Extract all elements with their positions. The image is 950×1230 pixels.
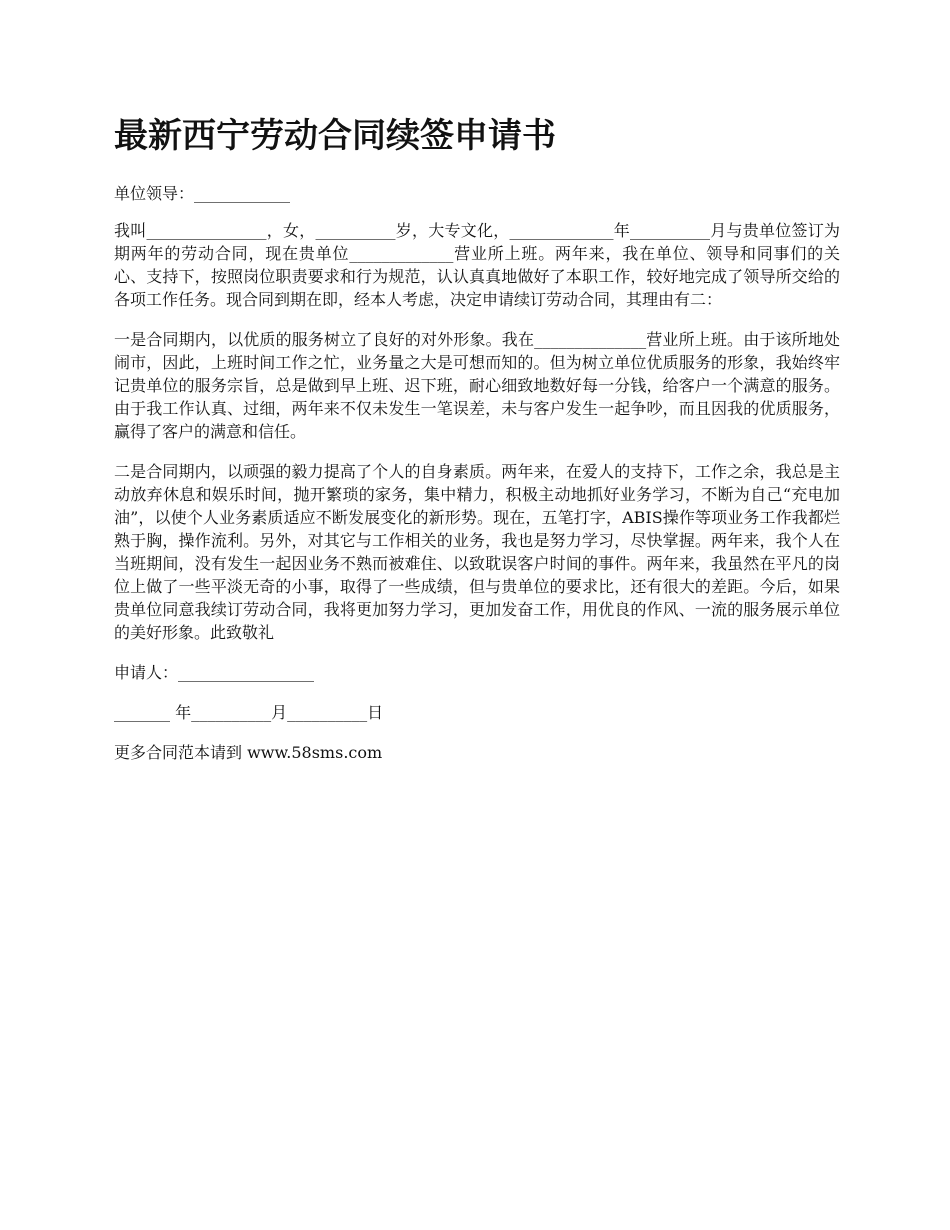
document-page <box>114 112 840 781</box>
reason-two-paragraph: 二是合同期内，以顽强的毅力提高了个人的自身素质。两年来，在爱人的支持下，工作之余，我总是主动放弃休息和娱乐时间，抛开繁琐的家务，集中精力，积极主动地抓好业务学习，不断为自己“充电加油”，以使个人业务素质适应不断发展变化的新形势。现在，五笔打字，ABIS操作等项业务工作我都烂熟于胸，操作流利。另外，对其它与工作相关的业务，我也是努力学习，尽快掌握。两年来，我个人在当班期间，没有发生一起因业务不熟而被难住、以致耽误客户时间的事件。两年来，我虽然在平凡的岗位上做了一些平淡无奇的小事，取得了一些成绩，但与贵单位的要求比，还有很大的差距。今后，如果贵单位同意我续订劳动合同，我将更加努力学习，更加发奋工作，用优良的作风、一流的服务展示单位的美好形象。此致敬礼 <box>114 462 840 642</box>
footer-note: 更多合同范本请到 www.58sms.com <box>114 743 383 762</box>
date-line: _______ 年__________月__________日 <box>114 703 384 722</box>
salutation-line: 单位领导：____________ <box>114 184 291 203</box>
applicant-line: 申请人：_________________ <box>114 663 315 682</box>
document-title: 最新西宁劳动合同续签申请书 <box>114 116 556 156</box>
reason-one-paragraph: 一是合同期内，以优质的服务树立了良好的对外形象。我在______________营业所上班。由于该所地处闹市，因此，上班时间工作之忙，业务量之大是可想而知的。但为树立单位优质服务的形象，我始终牢记贵单位的服务宗旨，总是做到早上班、迟下班，耐心细致地数好每一分钱，给客户一个满意的服务。由于我工作认真、过细，两年来不仅未发生一笔误差，未与客户发生一起争吵，而且因我的优质服务，赢得了客户的满意和信任。 <box>114 330 840 441</box>
intro-paragraph: 我叫_______________，女，__________岁，大专文化，_____________年__________月与贵单位签订为期两年的劳动合同，现在贵单位_____________营业所上班。两年来，我在单位、领导和同事们的关心、支持下，按照岗位职责要求和行为规范，认认真真地做好了本职工作，较好地完成了领导所交给的各项工作任务。现合同到期在即，经本人考虑，决定申请续订劳动合同，其理由有二： <box>114 221 840 309</box>
